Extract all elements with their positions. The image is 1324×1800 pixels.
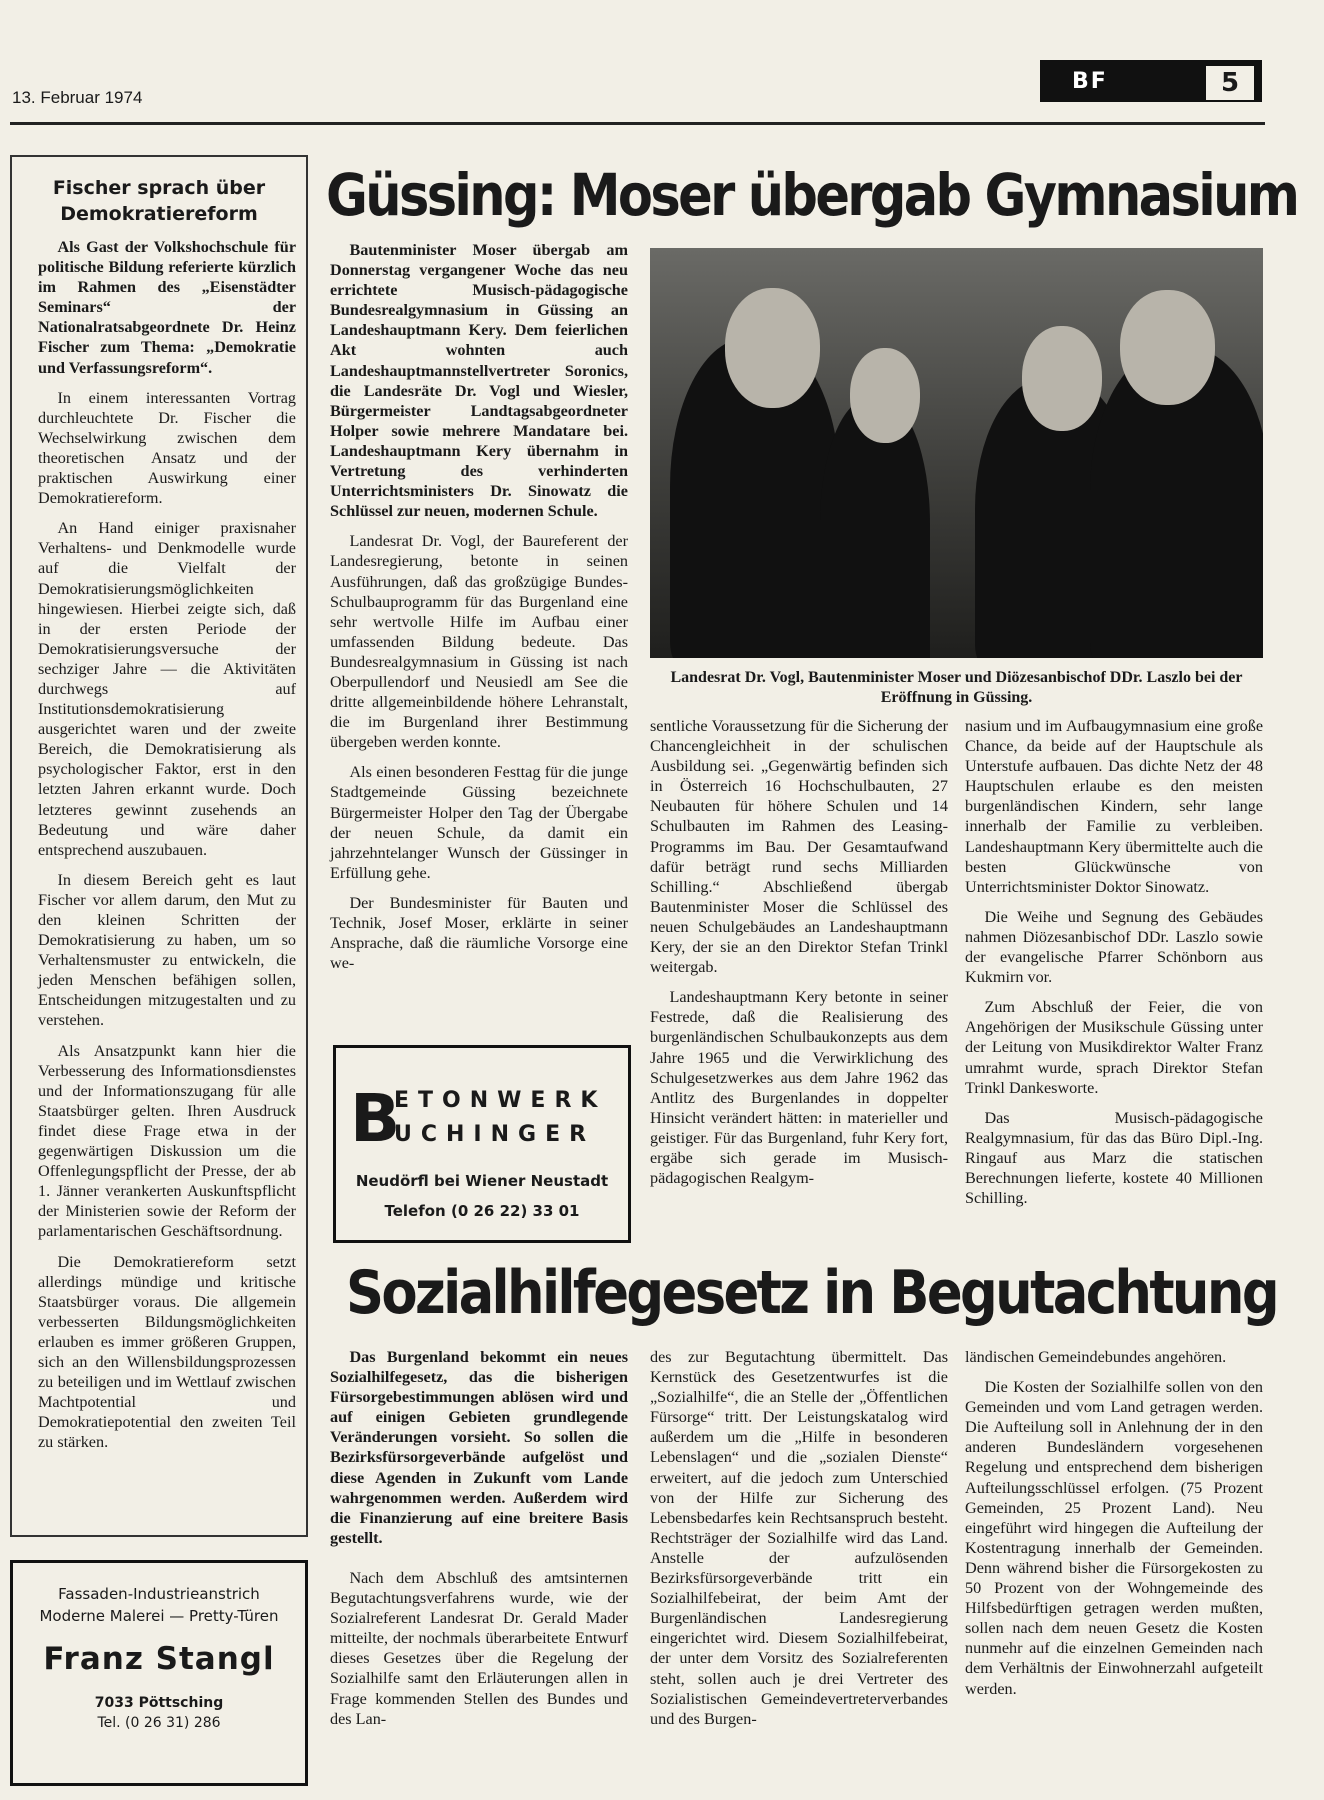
gymnasium-paragraph: Landesrat Dr. Vogl, der Baureferent der Landesregierung, betonte in seinen Ausführungen, daß das großzügige Bundes-Schulbauprogramm für das Burgenland eine sehr wertvolle Hilfe im Aufbau einer umfassenden Bildung bedeute. Das Bundesrealgymnasium in Güssing ist nach Oberpullendorf und Neusiedl am See die dritte allgemeinbildende höhere Lehranstalt, die im Burgenland ihrer Bestimmung übergeben werden konnte.: [330, 532, 628, 752]
sozialhilfe-headline: Sozialhilfegesetz in Begutachtung: [346, 1258, 1277, 1328]
photo-face: [1022, 326, 1102, 431]
betonwerk-ad: [333, 1045, 631, 1243]
ad-phone: Tel. (0 26 31) 286: [97, 1715, 221, 1731]
stangl-ad: [10, 1560, 308, 1786]
page-badge: [1040, 60, 1262, 102]
gymnasium-column-4: [965, 716, 1263, 1208]
gymnasium-column-3: [650, 716, 948, 1188]
ad-phone: Telefon (0 26 22) 33 01: [384, 1202, 580, 1220]
gymnasium-paragraph: nasium und im Aufbaugymnasium eine große Chance, da beide auf der Hauptschule als Unterstufe aufbauen. Das dichte Netz der 48 Hauptschulen erlaube es den meisten burgenländischen Kindern, sehr lange innerhalb der Familie zu verbleiben. Landeshauptmann Kery übermittelte auch die besten Glückwünsche von Unterrichtsminister Doktor Sinowatz.: [965, 717, 1263, 896]
sozialhilfe-column-1: [330, 1347, 628, 1729]
gymnasium-paragraph: sentliche Voraussetzung für die Sicherung der Chancengleichheit in der schulischen Ausbildung sei. „Gegenwärtig befinden sich in Österreich 16 Hochschulbauten, 27 Neubauten für höhere Schulen und 14 Schulbauten im Rahmen des Leasing-Programms im Bau. Der Gesamtaufwand dafür beträgt rund sechs Milliarden Schilling.“ Abschließend übergab Bautenminister Moser die Schlüssel des neuen Schulgebäudes an Landeshauptmann Kery, der sie an den Direktor Stefan Trinkl weitergab.: [650, 717, 948, 977]
sozialhilfe-lead: Das Burgenland bekommt ein neues Sozialhilfegesetz, das die bisherigen Fürsorgebestimmungen ablösen wird und auf einigen Gebieten grundlegende Veränderungen vorsieht. So sollen die Bezirksfürsorgeverbände aufgelöst und diese Agenden in Zukunft vom Lande wahrgenommen werden. Außerdem wird die Finanzierung auf eine breitere Basis gestellt.: [330, 1348, 628, 1547]
gymnasium-paragraph: Das Musisch-pädagogische Realgymnasium, für das das Büro Dipl.-Ing. Ringauf aus Marz die statischen Berechnungen lieferte, kostete 40 Millionen Schilling.: [965, 1108, 1263, 1208]
sozialhilfe-column-2: [650, 1347, 948, 1729]
sozialhilfe-paragraph: Die Kosten der Sozialhilfe sollen von den Gemeinden und vom Land getragen werden. Die Aufteilung soll in Anlehnung der in den anderen Bundesländern vorgesehenen Regelung und entsprechend dem bisherigen Aufteilungsschlüssel erfolgen. (75 Prozent Gemeinden, 25 Prozent Land). Neu eingeführt wird hingegen die Aufteilung der Kostentragung innerhalb der Gemeinden. Denn während bisher die Fürsorgekosten zu 50 Prozent von der Wohngemeinde des Hilfsbedürftigen getragen werden mußten, sollen nach dem neuen Gesetz die Kosten nunmehr auf die einzelnen Gemeinden nach dem Verhältnis der Einwohnerzahl aufgeteilt werden.: [965, 1378, 1263, 1698]
gymnasium-headline: Güssing: Moser übergab Gymnasium: [326, 161, 1298, 229]
gymnasium-column-1: [330, 240, 628, 973]
fischer-paragraph: In einem interessanten Vortrag durchleuchtete Dr. Fischer die Wechselwirkung zwischen dem theoretischen Ansatz und der praktischen Auswirkung einer Demokratiereform.: [38, 388, 296, 508]
photo-face: [725, 288, 820, 408]
fischer-paragraph: In diesem Bereich geht es laut Fischer vor allem darum, den Mut zu den kleinen Schritten der Demokratisierung zu haben, um so Verhaltensmuster zu entwickeln, die jeden Menschen befähigen sollen, Entscheidungen mitzugestalten und zu verstehen.: [38, 870, 296, 1030]
gymnasium-paragraph: Zum Abschluß der Feier, die von Angehörigen der Musikschule Güssing unter der Leitung von Musikdirektor Walter Franz umrahmt wurde, sprach Direktor Stefan Trinkl Dankesworte.: [965, 998, 1263, 1097]
photo-face: [1120, 290, 1215, 405]
ad-company-name: Franz Stangl: [43, 1641, 275, 1677]
sozialhilfe-paragraph: ländischen Gemeindebundes angehören.: [965, 1348, 1227, 1366]
ad-town: 7033 Pöttsching: [94, 1695, 224, 1711]
gymnasium-lead: Bautenminister Moser übergab am Donnerstag vergangener Woche das neu errichtete Musisch-pädagogische Bundesrealgymnasium in Güssing an Landeshauptmann Kery. Dem feierlichen Akt wohnten auch Landeshauptmannstellvertreter Soronics, die Landesräte Dr. Vogl und Wiesler, Bürgermeister Landtagsabgeordneter Holper sowie mehrere Mandatare bei. Landeshauptmann Kery übernahm in Vertretung des verhinderten Unterrichtsministers Dr. Sinowatz die Schlüssel zur neuen, modernen Schule.: [330, 241, 628, 521]
ad-initial: B: [350, 1080, 401, 1157]
fischer-paragraph: An Hand einiger praxisnaher Verhaltens- und Denkmodelle wurde auf die Vielfalt der Demokratisierungsmöglichkeiten hingewiesen. Hierbei zeigte sich, daß in der ersten Periode der Demokratisierungsversuche der sechziger Jahre — die Aktivitäten durchwegs auf Institutionsdemokratisierung ausgerichtet waren und der zweite Bereich, die Demokratisierung als psychologischer Faktor, erst in den letzten Jahren erkannt wurde. Doch letzteres gewinnt zusehends an Bedeutung und wäre daher entsprechend auszubauen.: [38, 519, 296, 859]
ad-service-line: Fassaden-Industrieanstrich: [58, 1585, 260, 1603]
fischer-paragraph: Die Demokratiereform setzt allerdings mündige und kritische Staatsbürger voraus. Die allgemein verbesserten Bildungsmöglichkeiten erlauben es immer größeren Gruppen, sich an den Willensbildungsprozessen zu beteiligen und im Wettlauf zwischen Machtpotential und Demokratiepotential den zweiten Teil zu stärken.: [38, 1252, 296, 1452]
fischer-article-box: [10, 155, 308, 1537]
sozialhilfe-column-3: [965, 1347, 1263, 1699]
opening-photo: [650, 248, 1263, 658]
photo-face: [850, 348, 920, 443]
sozialhilfe-paragraph: des zur Begutachtung übermittelt. Das Kernstück des Gesetzentwurfes ist die „Sozialhilfe“, die an Stelle der „Öffentlichen Fürsorge“ tritt. Der Leistungskatalog wird außerdem um die „Hilfe in besonderen Lebenslagen“ und die „sozialen Dienste“ erweitert, auf die jedoch zum Unterschied von der Hilfe zur Sicherung des Lebensbedarfes kein Rechtsanspruch besteht. Rechtsträger der Sozialhilfe wird das Land. Anstelle der aufzulösenden Bezirksfürsorgeverbände tritt ein Sozialhilfebeirat, der beim Amt der Burgenländischen Landesregierung eingerichtet wird. Diesem Sozialhilfebeirat, der unter dem Vorsitz des Sozialreferenten steht, sollen auch je drei Vertreter des Sozialistischen Gemeindevertreterverbandes und des Burgen-: [650, 1348, 948, 1728]
issue-date: 13. Februar 1974: [12, 88, 143, 107]
fischer-lead: Als Gast der Volkshochschule für politische Bildung referierte kürzlich im Rahmen des „Eisenstädter Seminars“ der Nationalratsabgeordnete Dr. Heinz Fischer zum Thema: „Demokratie und Verfassungsreform“.: [38, 238, 296, 377]
ad-location: Neudörfl bei Wiener Neustadt: [355, 1172, 609, 1190]
fischer-body: [12, 237, 306, 1452]
header-rule: [10, 122, 1265, 125]
gymnasium-paragraph: Als einen besonderen Festtag für die junge Stadtgemeinde Güssing bezeichnete Bürgermeister Holper den Tag der Übergabe der neuen Schule, da damit ein jahrzehntelanger Wunsch der Güssinger in Erfüllung gehe.: [330, 763, 628, 882]
gymnasium-paragraph: Landeshauptmann Kery betonte in seiner Festrede, daß die Realisierung des burgenländischen Schulbaukonzepts aus dem Jahre 1965 und die Verwirklichung des Schulgesetzwerkes aus dem Jahre 1962 das Antlitz des Burgenlandes in doppelter Hinsicht verändert hätten: in materieller und geistiger. Für das Burgenland, fuhr Kery fort, ergäbe sich gerade im Musisch-pädagogischen Realgym-: [650, 988, 948, 1188]
page-number: 5: [1204, 64, 1256, 102]
ad-service-line: Moderne Malerei — Pretty-Türen: [39, 1607, 279, 1625]
ad-word-2: UCHINGER: [394, 1122, 596, 1147]
gymnasium-paragraph: Der Bundesminister für Bauten und Technik, Josef Moser, erklärte in seiner Ansprache, daß die räumliche Vorsorge eine we-: [330, 893, 628, 973]
ad-word-1: ETONWERK: [394, 1088, 607, 1113]
sozialhilfe-paragraph: Nach dem Abschluß des amtsinternen Begutachtungsverfahrens wurde, wie der Sozialreferent Landesrat Dr. Gerald Mader mitteilte, der nochmals überarbeitete Entwurf dieses Gesetzes über die Regelung der Sozialhilfe samt den Erläuterungen allen in Frage kommenden Stellen des Bundes und des Lan-: [330, 1568, 628, 1728]
paper-mark: BF: [1072, 68, 1108, 94]
photo-caption: Landesrat Dr. Vogl, Bautenminister Moser und Diözesanbischof DDr. Laszlo bei der Eröffnung in Güssing.: [670, 669, 1243, 706]
fischer-paragraph: Als Ansatzpunkt kann hier die Verbesserung des Informationsdienstes und der Informationszugang für alle Staatsbürger gelten. Ihren Ausdruck findet diese Frage etwa in der gegenwärtigen Diskussion um die Offenlegungspflicht der Presse, der ab 1. Jänner verankerten Auskunftspflicht der Ministerien sowie der Reform der parlamentarischen Geschäftsordnung.: [38, 1041, 296, 1241]
fischer-headline: Fischer sprach über Demokratiereform: [52, 177, 266, 225]
gymnasium-paragraph: Die Weihe und Segnung des Gebäudes nahmen Diözesanbischof DDr. Laszlo sowie der evangelische Pfarrer Schönborn aus Kukmirn vor.: [965, 907, 1263, 987]
